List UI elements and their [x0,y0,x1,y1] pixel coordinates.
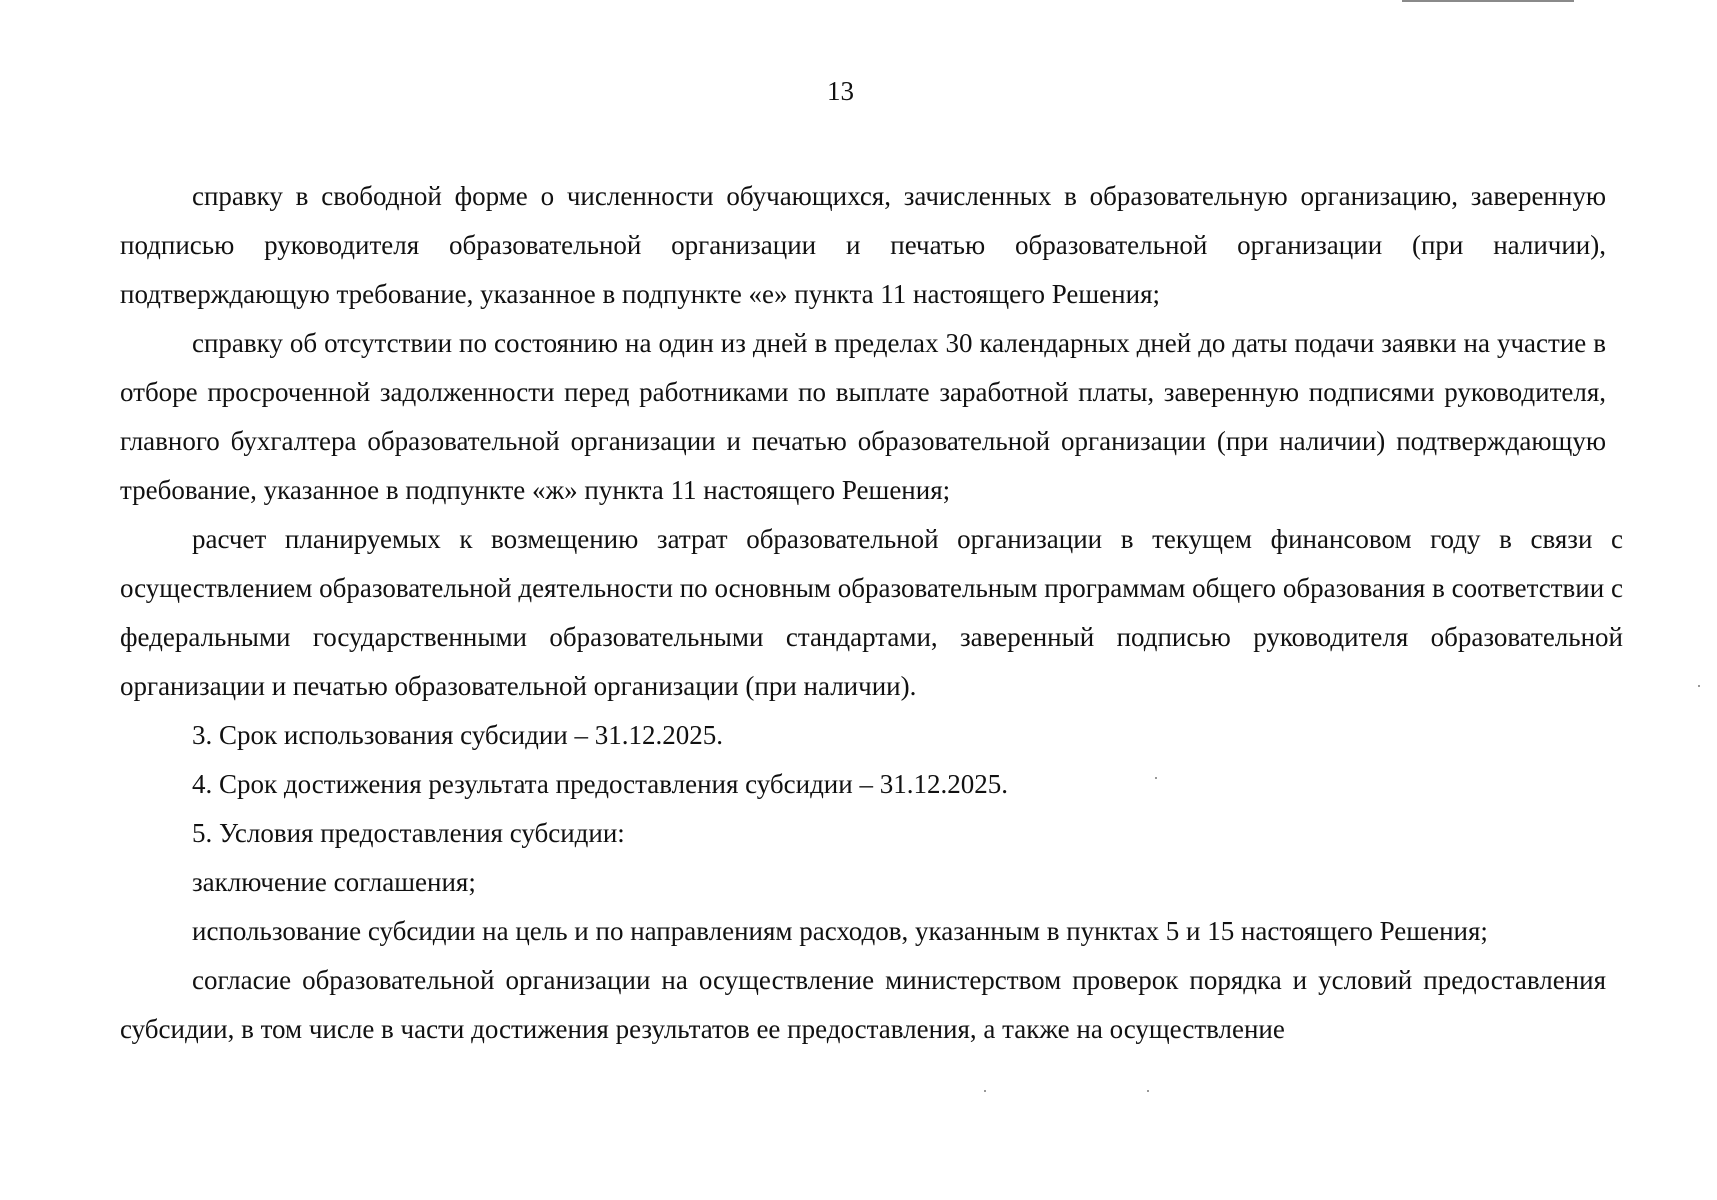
scan-speck [984,1090,986,1092]
page-number-text: 13 [827,76,854,106]
scan-speck [1698,685,1700,687]
scan-speck [1155,777,1157,779]
paragraph-item-5: 5. Условия предоставления субсидии: [192,818,625,848]
paragraph-certificate-students: справку в свободной форме о численности обучающихся, зачисленных в образовательную организацию, заверенную подписью руководителя образовательной организации и печатью образовательной организации (при наличии), подтверждающую требование, указанное в подпункте «е» пункта 11 настоящего Решения; [120,181,1606,309]
paragraph-agreement: заключение соглашения; [192,867,476,897]
paragraph-item-4: 4. Срок достижения результата предоставления субсидии – 31.12.2025. [192,769,1008,799]
paragraph-certificate-no-debt: справку об отсутствии по состоянию на один из дней в пределах 30 календарных дней до даты подачи заявки на участие в отборе просроченной задолженности перед работниками по выплате заработной платы, заверенную подписями руководителя, главного бухгалтера образовательной организации и печатью образовательной организации (при наличии) подтверждающую требование, указанное в подпункте «ж» пункта 11 настоящего Решения; [120,328,1606,505]
paragraph-usage: использование субсидии на цель и по направлениям расходов, указанным в пунктах 5 и 15 настоящего Решения; [192,916,1488,946]
top-edge-rule [1402,0,1574,2]
page-number [0,75,1717,107]
paragraph-cost-calculation: расчет планируемых к возмещению затрат образовательной организации в текущем финансовом году в связи с осуществлением образовательной деятельности по основным образовательным программам общего образования в соответствии с федеральными государственными образовательными стандартами, заверенный подписью руководителя образовательной организации и печатью образовательной организации (при наличии). [120,524,1623,701]
scan-speck [1147,1090,1149,1092]
paragraph-item-3: 3. Срок использования субсидии – 31.12.2025. [192,720,723,750]
paragraph-consent: согласие образовательной организации на осуществление министерством проверок порядка и условий предоставления субсидии, в том числе в части достижения результатов ее предоставления, а также на осуществление [120,965,1606,1044]
document-body [120,172,1623,1054]
